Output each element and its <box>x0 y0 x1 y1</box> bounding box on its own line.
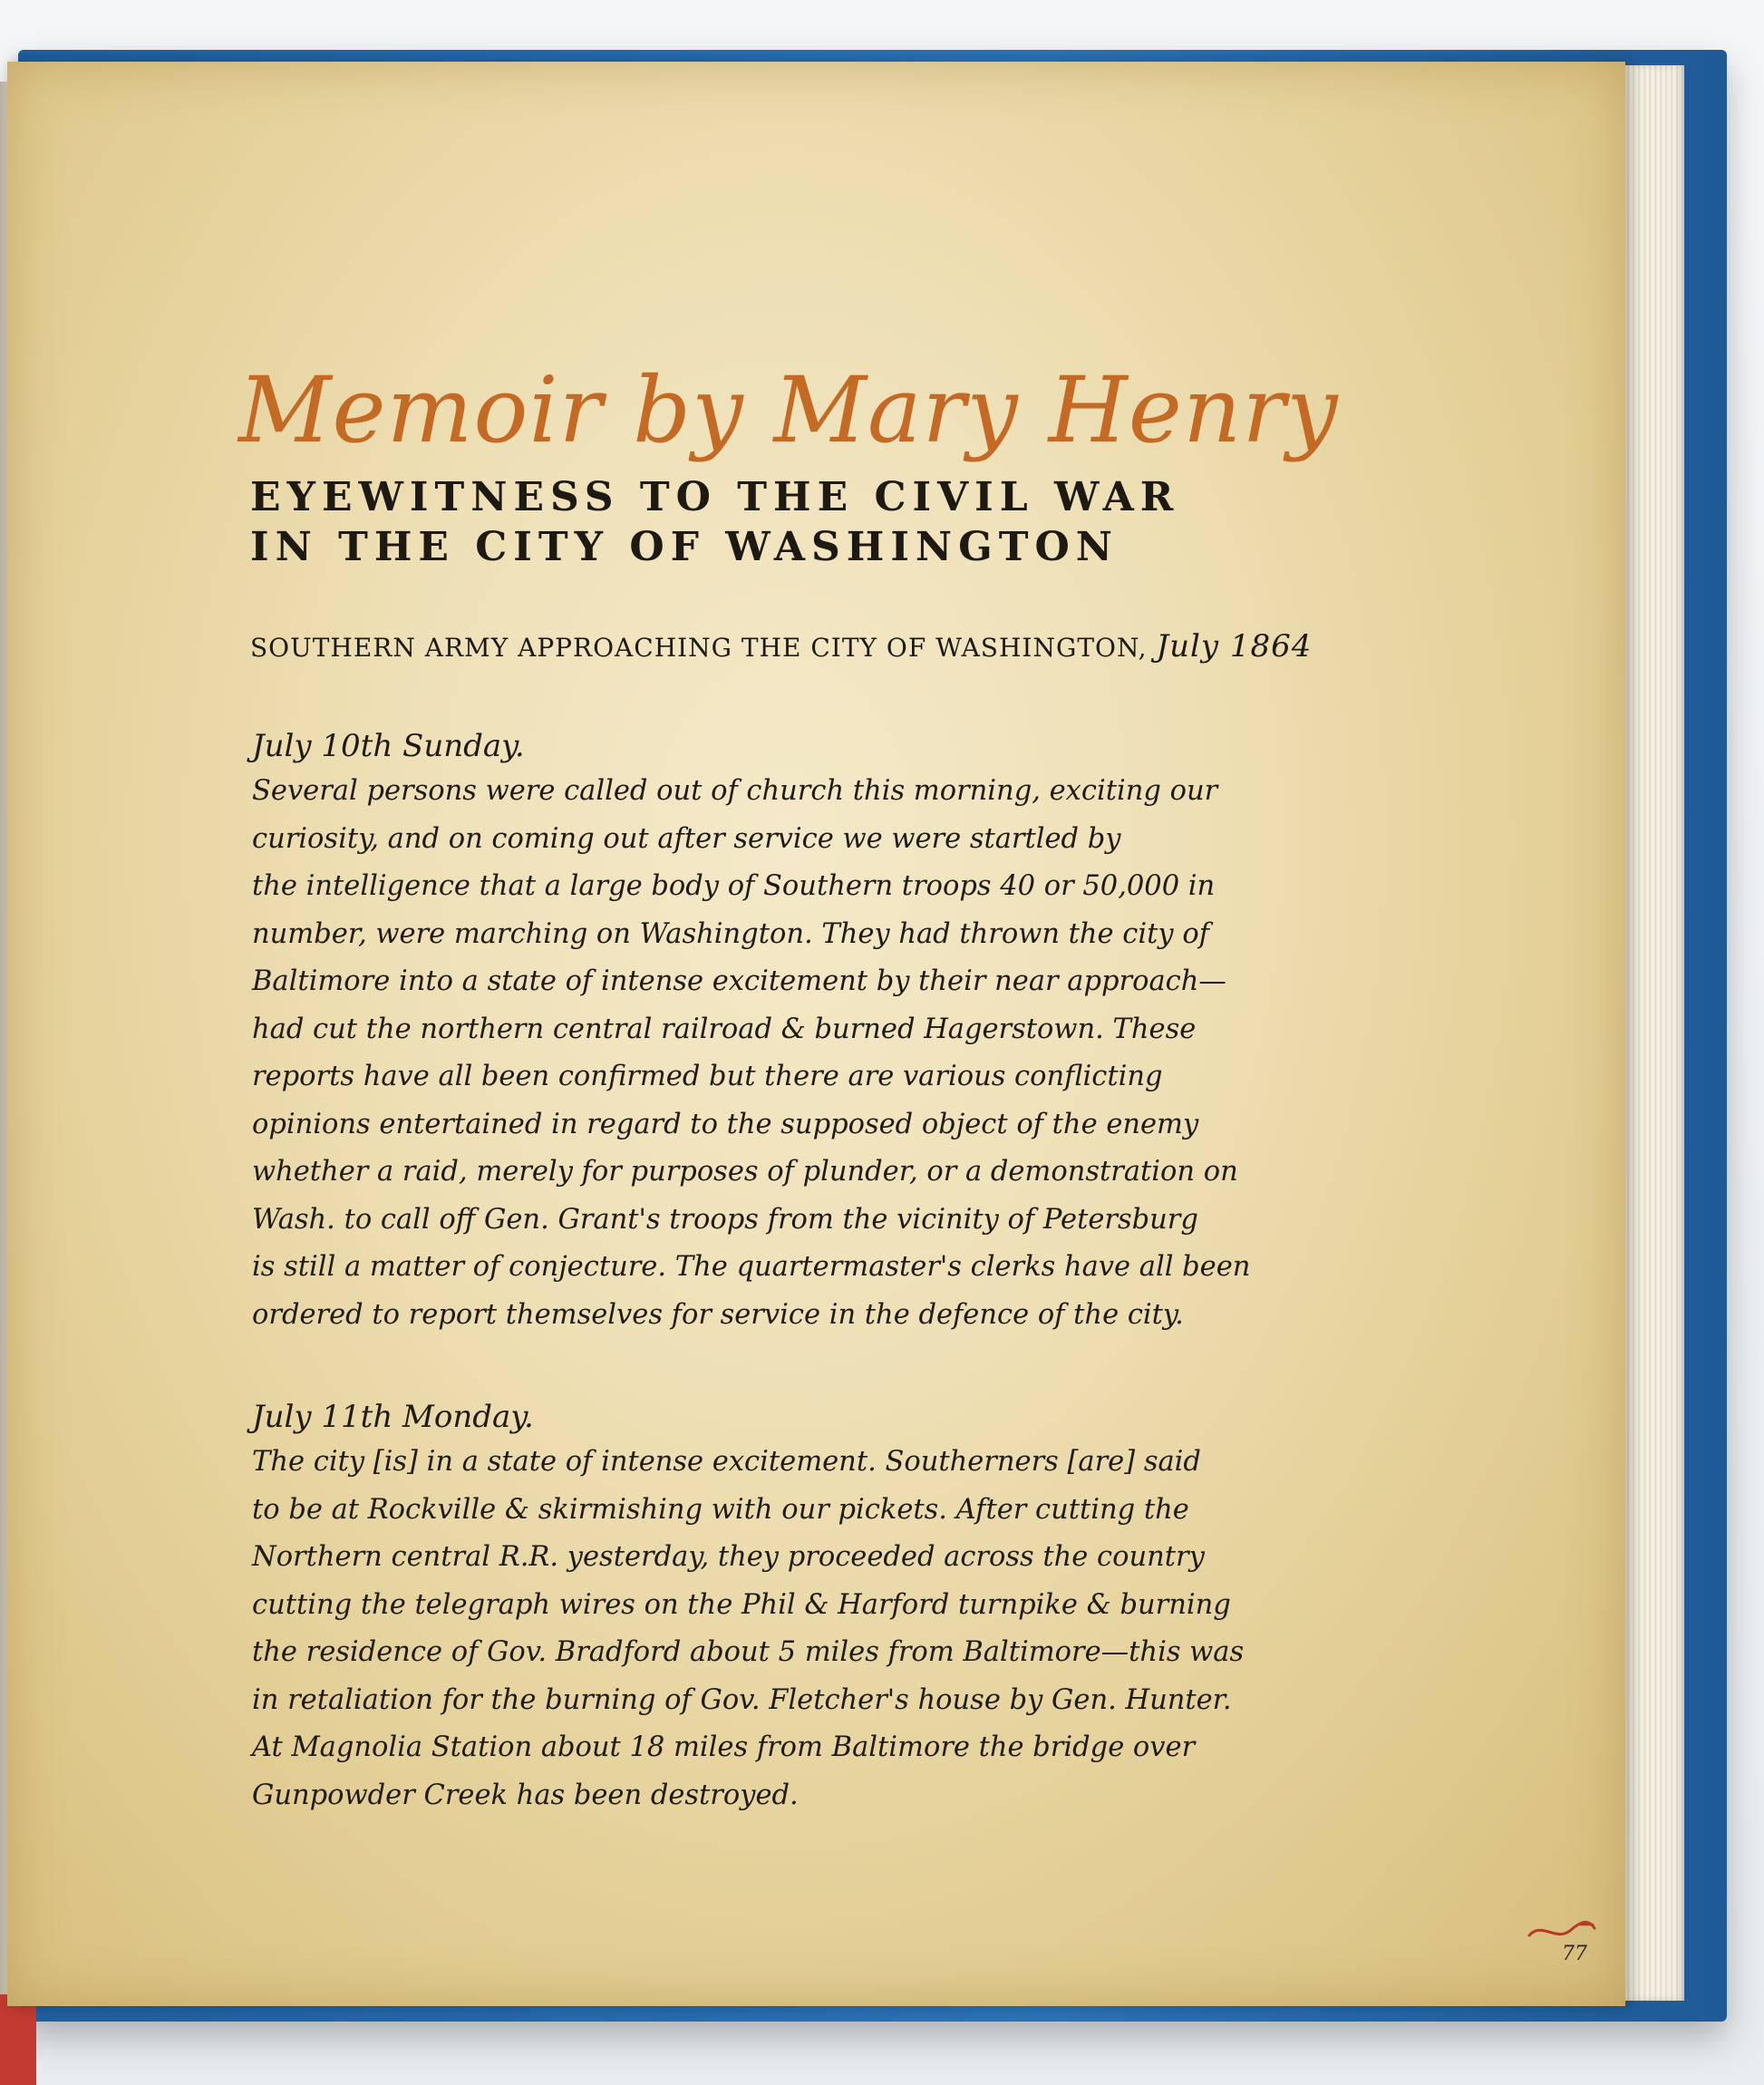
entry-line: whether a raid, merely for purposes of plunder, or a demonstration on <box>252 1156 1238 1188</box>
diary-entry <box>252 728 1322 1339</box>
entry-line: number, were marching on Washington. They had thrown the city of <box>252 917 1209 950</box>
entry-line: in retaliation for the burning of Gov. Fletcher's house by Gen. Hunter. <box>252 1683 1232 1716</box>
entry-line: the residence of Gov. Bradford about 5 miles from Baltimore—this was <box>252 1636 1245 1668</box>
entry-line: reports have all been confirmed but there are various conflicting <box>252 1061 1163 1092</box>
entry-line: ordered to report themselves for service in the defence of the city. <box>252 1298 1184 1331</box>
entry-line: is still a matter of conjecture. The quartermaster's clerks have all been <box>252 1251 1251 1283</box>
entry-line: Wash. to call off Gen. Grant's troops from the vicinity of Petersburg <box>252 1203 1198 1236</box>
entry-date: July 11th Monday. <box>252 1399 534 1435</box>
diary-entry <box>252 1399 1322 1819</box>
section-heading-date: July 1864 <box>1156 628 1313 664</box>
entry-line: Several persons were called out of church this morning, exciting our <box>252 775 1218 807</box>
entry-line: the intelligence that a large body of Southern troops 40 or 50,000 in <box>252 870 1216 902</box>
entry-line: Baltimore into a state of intense excitement by their near approach— <box>252 965 1226 997</box>
entry-line: The city [is] in a state of intense excitement. Southerners [are] said <box>252 1446 1201 1478</box>
entry-line: opinions entertained in regard to the supposed object of the enemy <box>252 1108 1199 1140</box>
entry-line: Gunpowder Creek has been destroyed. <box>252 1779 799 1811</box>
entry-line: At Magnolia Station about 18 miles from Baltimore the bridge over <box>252 1731 1196 1763</box>
entry-line: had cut the northern central railroad & burned Hagerstown. These <box>252 1013 1197 1045</box>
left-page-ribbon <box>0 1994 36 2085</box>
subtitle-line-2: IN THE CITY OF WASHINGTON <box>250 524 1119 570</box>
entry-line: to be at Rockville & skirmishing with our pickets. After cutting the <box>252 1493 1189 1526</box>
page-number: 77 <box>1562 1943 1587 1965</box>
entry-date: July 10th Sunday. <box>252 728 525 764</box>
subtitle-line-1: EYEWITNESS TO THE CIVIL WAR <box>250 474 1180 520</box>
section-heading <box>250 628 1338 664</box>
book-page <box>7 62 1625 2006</box>
page-title: Memoir by Mary Henry <box>238 357 1339 463</box>
entry-line: cutting the telegraph wires on the Phil & Harford turnpike & burning <box>252 1588 1231 1621</box>
entry-line: curiosity, and on coming out after service we were startled by <box>252 822 1121 855</box>
section-heading-text: SOUTHERN ARMY APPROACHING THE CITY OF WASHINGTON, <box>250 633 1148 663</box>
entry-line: Northern central R.R. yesterday, they proceeded across the country <box>252 1541 1205 1573</box>
